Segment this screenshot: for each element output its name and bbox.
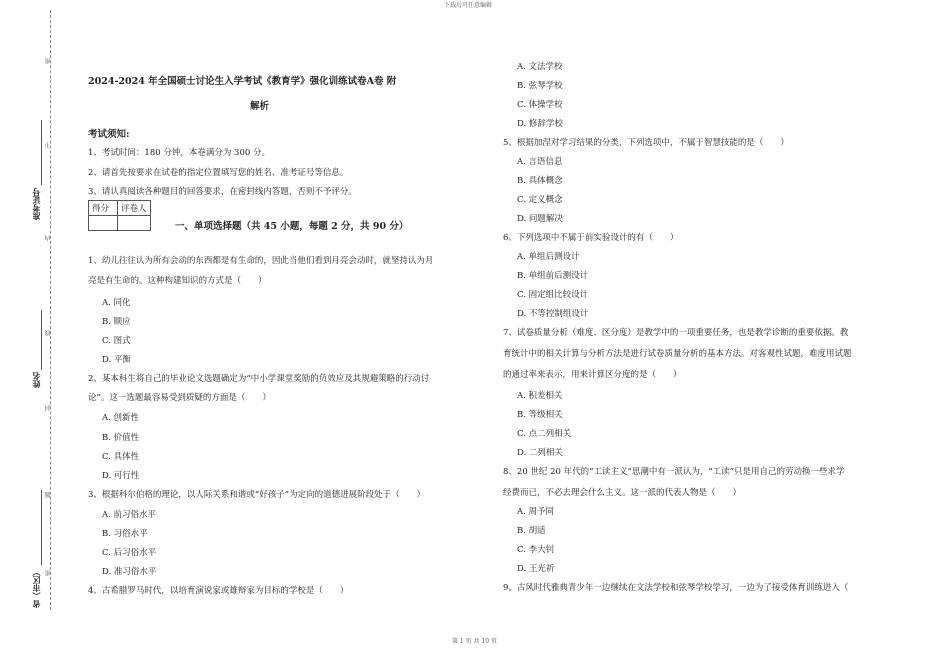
exam-number-field[interactable] (41, 120, 42, 185)
answer-option[interactable]: D. 修辞学校 (517, 119, 563, 129)
question-line: 亮是有生命的。这种构建知识的方式是（ ） (88, 276, 267, 286)
answer-option[interactable]: D. 王光祈 (517, 564, 555, 574)
exam-number-label: 准考证号 (31, 188, 41, 220)
answer-option[interactable]: C. 体操学校 (517, 100, 563, 110)
score-cell[interactable] (89, 216, 118, 231)
question-line: 论”。这一选题最容易受到质疑的方面是（ ） (88, 393, 271, 403)
exam-title-cont: 解析 (250, 101, 270, 112)
question-line: 7、试卷质量分析（难度、区分度）是教学中的一项重要任务，也是教学诊断的重要依据。教 (503, 328, 849, 338)
answer-option[interactable]: A. 同化 (102, 298, 131, 308)
answer-option[interactable]: C. 点二列相关 (517, 429, 572, 439)
seal-char: 密 (45, 570, 52, 576)
seal-char: 封 (45, 405, 52, 411)
answer-option[interactable]: C. 后习俗水平 (102, 548, 157, 558)
section-heading: 一、单项选择题（共 45 小题，每题 2 分，共 90 分） (175, 221, 409, 232)
question-line: 2、某本科生将自己的毕业论文选题确定为“中小学课堂奖励的负效应及其规避策略的行动讨 (88, 374, 430, 384)
header-note: 下载后可任意编辑 (444, 2, 493, 9)
score-table (88, 200, 151, 231)
name-label: 姓名 (31, 372, 41, 388)
answer-option[interactable]: B. 等级相关 (517, 410, 563, 420)
grader-col: 评卷人 (118, 201, 151, 216)
question-line: 6、下列选项中不属于前实验设计的有（ ） (503, 233, 679, 243)
seal-char: 题 (45, 492, 52, 498)
notice-item: 2、请首先按要求在试卷的指定位置填写您的姓名、准考证号等信息。 (88, 168, 349, 178)
province-label: 省（市区） (31, 568, 41, 608)
score-col: 得分 (89, 201, 118, 216)
question-line: 9、古风时代雅典青少年一边继续在文法学校和弦琴学校学习，一边为了接受体育训练进入（ (503, 583, 849, 593)
page-footer: 第 1 页 共 10 页 (452, 638, 497, 645)
question-line: 1、幼儿往往认为所有会动的东西都是有生命的，因此当他们看到月亮会动时，就坚持认为月 (88, 256, 434, 266)
notice-item: 1、考试时间：180 分钟，本卷满分为 300 分。 (88, 148, 270, 158)
question-line: 的通过率来表示，用来计算区分度的是（ ） (503, 370, 682, 380)
answer-option[interactable]: B. 价值性 (102, 433, 140, 443)
seal-dashed-line (50, 10, 51, 610)
answer-option[interactable]: A. 周予同 (517, 507, 555, 517)
answer-option[interactable]: D. 可行性 (102, 471, 140, 481)
seal-char: 内 (45, 235, 52, 241)
question-line: 育统计中的相关计算与分析方法是进行试卷质量分析的基本方法。对客观性试题，难度用试题 (503, 349, 852, 359)
answer-option[interactable]: B. 习俗水平 (102, 529, 148, 539)
answer-option[interactable]: A. 创新性 (102, 413, 140, 423)
answer-option[interactable]: B. 顺应 (102, 317, 131, 327)
answer-option[interactable]: B. 胡适 (517, 526, 546, 536)
seal-char: 不 (45, 142, 52, 148)
answer-option[interactable]: B. 弦琴学校 (517, 81, 563, 91)
grader-cell[interactable] (118, 216, 151, 231)
answer-option[interactable]: C. 定义概念 (517, 195, 563, 205)
answer-option[interactable]: C. 固定组比较设计 (517, 290, 589, 300)
answer-option[interactable]: C. 具体性 (102, 452, 140, 462)
answer-option[interactable]: C. 李大钊 (517, 545, 555, 555)
answer-option[interactable]: A. 言语信息 (517, 157, 563, 167)
question-line: 8、20 世纪 20 年代的“工读主义”思潮中有一派认为，“工读”只是用自己的劳动换一些求学 (503, 467, 845, 477)
answer-option[interactable]: D. 不等控制组设计 (517, 309, 589, 319)
exam-title: 2024-2024 年全国硕士讨论生入学考试《教育学》强化训练试卷A卷 附 (88, 76, 397, 87)
name-field[interactable] (41, 310, 42, 370)
question-line: 经费而已，不必去理会什么主义。这一派的代表人物是（ ） (503, 488, 742, 498)
question-line: 5、根据加涅对学习结果的分类，下列选项中，不属于智慧技能的是（ ） (503, 138, 789, 148)
answer-option[interactable]: B. 具体概念 (517, 176, 563, 186)
province-field[interactable] (41, 490, 42, 565)
answer-option[interactable]: C. 图式 (102, 336, 131, 346)
answer-option[interactable]: B. 单组前后测设计 (517, 271, 589, 281)
answer-option[interactable]: D. 二列相关 (517, 448, 563, 458)
seal-char: 密 (45, 58, 52, 64)
answer-option[interactable]: A. 积差相关 (517, 391, 563, 401)
answer-option[interactable]: D. 问题解决 (517, 214, 563, 224)
answer-option[interactable]: A. 前习俗水平 (102, 510, 157, 520)
notice-heading: 考试须知: (88, 129, 130, 140)
seal-char: 线 (45, 330, 52, 336)
answer-option[interactable]: A. 单组后测设计 (517, 252, 580, 262)
answer-option[interactable]: D. 准习俗水平 (102, 567, 157, 577)
answer-option[interactable]: A. 文法学校 (517, 62, 563, 72)
question-line: 4、古希腊罗马时代，以培育演说家或雄辩家为目标的学校是（ ） (88, 586, 349, 596)
answer-option[interactable]: D. 平衡 (102, 355, 131, 365)
question-line: 3、根据科尔伯格的理论，以人际关系和谐或“好孩子”为定向的道德进展阶段处于（ ） (88, 490, 426, 500)
notice-item: 3、请认真阅读各种题目的回答要求，在密封线内答题，否则不予评分。 (88, 187, 357, 197)
